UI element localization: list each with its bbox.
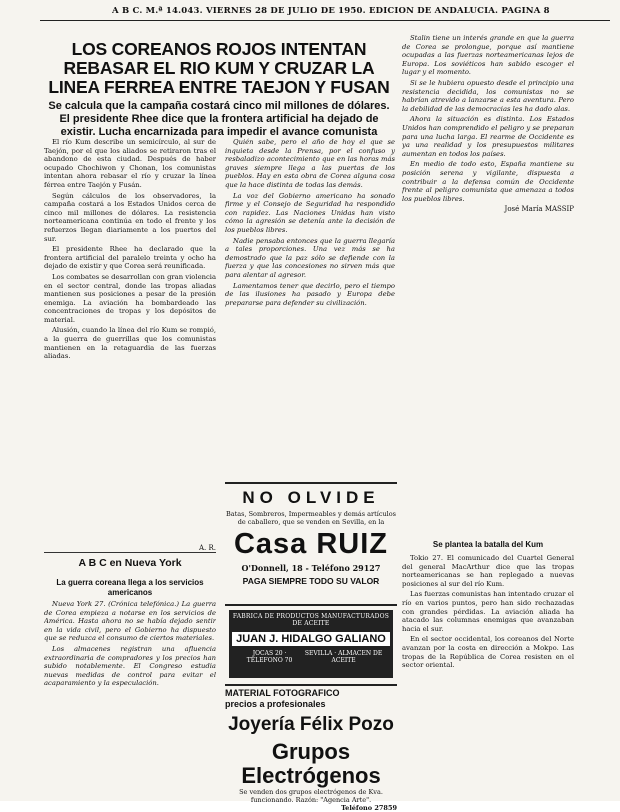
small-ads <box>225 688 397 812</box>
col3b-paragraph: Las fuerzas comunistas han intentado cruzar el río en varios puntos, pero han sido rechazadas con grandes pérdidas. La aviación aliada ha atacado las columnas enemigas que avanzaban hacia el sur. <box>402 590 574 633</box>
column-3b-title: Se plantea la batalla del Kum <box>432 540 544 549</box>
col1-paragraph: Alusión, cuando la línea del río Kum se rompió, a la guerra de guerrillas que los comunistas mantienen en la retaguardia de las fuerzas aliadas. <box>44 326 216 361</box>
hidalgo-name: JUAN J. HIDALGO GALIANO <box>232 632 390 646</box>
article-column-3 <box>402 34 574 524</box>
joyeria-ad: Joyería Félix Pozo <box>228 714 394 735</box>
grupos-electrogenos-ad: Grupos Electrógenos <box>241 739 381 788</box>
no-olvide-heading: NO OLVIDE <box>242 488 380 507</box>
grupos-phone: Teléfono 27859 <box>341 804 397 812</box>
casa-ruiz-address: O'Donnell, 18 - Teléfono 29127 <box>241 563 381 573</box>
col3-signature: José María MASSIP <box>504 205 574 214</box>
article-column-1b <box>44 600 216 796</box>
header-rule <box>40 20 610 21</box>
article-column-3b <box>402 554 574 794</box>
col1-paragraph: Los combates se desarrollan con gran violencia en el sector central, donde las tropas aliadas mantienen sus posiciones a pesar de la presión enemiga. La aviación ha bombardeado las concentraciones de tropas y los depósitos de material. <box>44 272 216 324</box>
col3b-paragraph: Tokio 27. El comunicado del Cuartel General del general MacArthur dice que las tropas norteamericanas se han replegado a nuevas posiciones al sur del río Kum. <box>402 554 574 588</box>
hidalgo-logo <box>229 610 393 678</box>
hidalgo-ad <box>225 604 397 686</box>
main-subheadline: Se calcula que la campaña costará cinco mil millones de dólares. El presidente Rhee dice que la frontera artificial ha dejado de existir. Lucha encarnizada para impedir el avance comunista <box>48 100 390 138</box>
col2-paragraph: Quién sabe, pero el año de hoy el que se inquieta desde la Prensa, por el confuso y resbaladizo acontecimiento que en las horas más graves siempre llega a las puertas de los pueblos. Hay en esta obra de Corea alguna cosa que la hace distinta de todas las demás. <box>225 138 395 189</box>
article-column-2 <box>225 138 395 478</box>
material-fotografico-ad: MATERIAL FOTOGRAFICO precios a profesionales <box>225 688 340 709</box>
col2-paragraph: Lamentamos tener que decirlo, pero el tiempo de las ilusiones ha pasado y Europa debe prepararse para defender su civilización. <box>225 281 395 307</box>
col1-paragraph: El río Kum describe un semicírculo, al sur de Taejón, por el que los aliados se retiraron tras el abandono de esta ciudad. Después de haber ocupado Chochiwon y Chonan, los comunistas intentan ahora rebasar el río y cruzar la línea férrea entre Taejón y Fusán. <box>44 138 216 189</box>
hidalgo-right-info: SEVILLA · ALMACEN DE ACEITE <box>304 650 383 664</box>
no-olvide-text: Batas, Sombreros, Impermeables y demás artículos de caballero, que se venden en Sevilla, en la <box>226 510 396 526</box>
col2-paragraph: La voz del Gobierno americano ha sonado firme y el Consejo de Seguridad ha respondido con rapidez. Las Naciones Unidas han visto cómo la agresión se detenía ante la decisión de los pueblos libres. <box>225 191 395 234</box>
hidalgo-tagline: FABRICA DE PRODUCTOS MANUFACTURADOS DE ACEITE <box>232 613 390 627</box>
col1-paragraph: Según cálculos de los observadores, la campaña costará a los Estados Unidos cerca de cinco mil millones de dólares. La resistencia norteamericana continúa en todo el frente y los refuerzos llegan diariamente a los puertos del sur. <box>44 191 216 243</box>
col1-paragraph: El presidente Rhee ha declarado que la frontera artificial del paralelo treinta y ocho ha dejado de existir y que Corea será reunificada. <box>44 245 216 271</box>
section-subtitle: La guerra coreana llega a los servicios americanos <box>56 578 204 597</box>
hidalgo-left-info: JOCAS 20 · TELEFONO 70 <box>246 650 293 664</box>
col3-paragraph: En medio de todo esto, España mantiene su posición serena y vigilante, dispuesta a contribuir a la defensa común de Occidente frente al peligro comunista que amenaza a todos los pueblos libres. <box>402 160 574 203</box>
col3b-paragraph: En el sector occidental, los coreanos del Norte avanzan por la costa en dirección a Mokpo. Las tropas de la República de Corea resisten en el sector oriental. <box>402 635 574 670</box>
section-title: A B C en Nueva York <box>44 552 216 569</box>
casa-ruiz-slogan: PAGA SIEMPRE TODO SU VALOR <box>242 576 380 586</box>
grupos-info: Se venden dos grupos electrógenos de Kva. funcionando. Razón: "Agencia Arte". <box>239 788 383 804</box>
page-header: A B C. M.ª 14.043. VIERNES 28 DE JULIO DE 1950. EDICION DE ANDALUCIA. PAGINA 8 <box>112 6 550 16</box>
article-byline: A. R. <box>198 544 216 552</box>
advertisements <box>225 482 397 812</box>
article-column-1 <box>44 138 216 542</box>
col1b-paragraph: Nueva York 27. (Crónica telefónica.) La guerra de Corea empieza a notarse en los servicios de América. Hasta ahora no se había dejado sentir en la vida civil, pero el Gobierno ha dispuesto que se reduzca el consumo de ciertos materiales. <box>44 600 216 643</box>
casa-ruiz-name: Casa RUIZ <box>233 528 389 560</box>
col3-paragraph: Stalin tiene un interés grande en que la guerra de Corea se prolongue, porque así mantiene ocupadas a las fuerzas norteamericanas lejos de Europa. Los soviéticos han sabido escoger el lugar y el momento. <box>402 34 574 77</box>
main-headline: LOS COREANOS ROJOS INTENTAN REBASAR EL RIO KUM Y CRUZAR LA LINEA FERREA ENTRE TAEJON Y FUSAN <box>48 39 390 97</box>
col1b-paragraph: Los almacenes registran una afluencia extraordinaria de compradores y los precios han subido notablemente. El Congreso estudia nuevas medidas de control para evitar el acaparamiento y la especulación. <box>44 644 216 688</box>
col3-paragraph: Si se le hubiera opuesto desde el principio una resistencia decidida, los comunistas no se habrían atrevido a lanzarse a esta aventura. Pero la debilidad de las democracias les ha dado alas. <box>402 78 574 113</box>
col2-paragraph: Nadie pensaba entonces que la guerra llegaría a tales proporciones. Una vez más se ha demostrado que la paz sólo se defiende con la fuerza y que las concesiones no sirven más que para alentar al agresor. <box>225 236 395 279</box>
col3-paragraph: Ahora la situación es distinta. Los Estados Unidos han comprendido el peligro y se preparan para una lucha larga. El rearme de Occidente es ya una realidad y los presupuestos militares aumentan en todos los países. <box>402 115 574 158</box>
casa-ruiz-ad <box>225 482 397 606</box>
